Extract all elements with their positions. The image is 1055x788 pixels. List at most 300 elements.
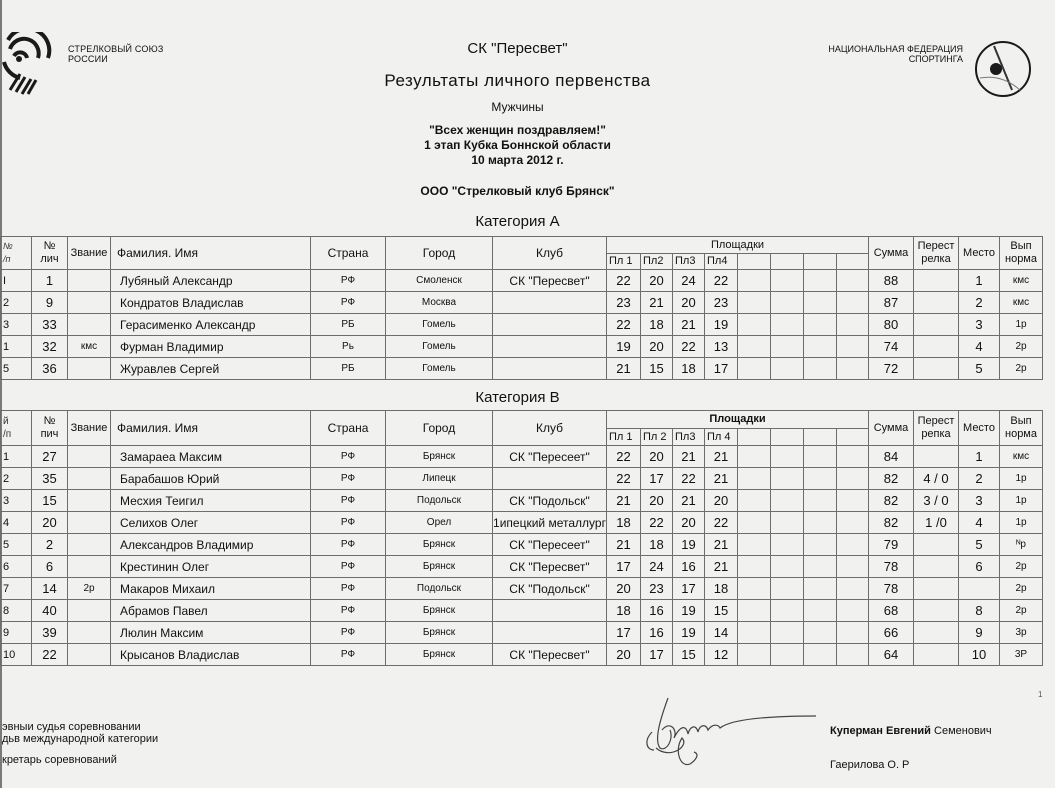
- col-country: Страна: [311, 411, 386, 446]
- cell-empty: [804, 556, 837, 578]
- cell-city: Гомель: [386, 314, 493, 336]
- cell-empty: [837, 358, 869, 380]
- cell-empty: [837, 292, 869, 314]
- col-club: Клуб: [493, 411, 607, 446]
- cell-city: Гомель: [386, 336, 493, 358]
- cell-sum: 72: [869, 358, 914, 380]
- col-shootoff: Перест релка: [914, 237, 959, 270]
- cell-empty: [738, 556, 771, 578]
- cell-city: Брянск: [386, 556, 493, 578]
- cell-pos: 7: [1, 578, 32, 600]
- cell-place: 9: [959, 622, 1000, 644]
- col-name: Фамилия. Имя: [111, 237, 311, 270]
- col-rank: Звание: [68, 411, 111, 446]
- table-row: [1, 270, 1043, 292]
- cell-city: Орел: [386, 512, 493, 534]
- cell-empty: [804, 600, 837, 622]
- cell-country: РФ: [311, 644, 386, 666]
- cell-rank: [68, 512, 111, 534]
- col-empty: [738, 254, 771, 270]
- cell-empty: [771, 468, 804, 490]
- cell-pos: 9: [1, 622, 32, 644]
- cell-pl3: 19: [673, 600, 705, 622]
- cell-rank: [68, 556, 111, 578]
- cell-bib: 20: [32, 512, 68, 534]
- table-row: [1, 314, 1043, 336]
- col-empty: [738, 429, 771, 446]
- cell-pl2: 23: [641, 578, 673, 600]
- cell-pl1: 18: [607, 512, 641, 534]
- cell-pl3: 19: [673, 622, 705, 644]
- cell-shootoff: [914, 314, 959, 336]
- cell-pl1: 17: [607, 556, 641, 578]
- cell-empty: [804, 358, 837, 380]
- col-country: Страна: [311, 237, 386, 270]
- cell-pl3: 16: [673, 556, 705, 578]
- cell-bib: 2: [32, 534, 68, 556]
- cell-pl2: 22: [641, 512, 673, 534]
- cell-city: Подольск: [386, 578, 493, 600]
- cell-club: СК "Подольск": [493, 490, 607, 512]
- cell-empty: [738, 358, 771, 380]
- cell-norm: 2р: [1000, 358, 1043, 380]
- table-row: [1, 512, 1043, 534]
- cell-norm: кмс: [1000, 270, 1043, 292]
- cell-pl4: 21: [705, 446, 738, 468]
- cell-pos: 3: [1, 314, 32, 336]
- cell-country: РБ: [311, 358, 386, 380]
- cell-pl4: 19: [705, 314, 738, 336]
- cell-empty: [837, 600, 869, 622]
- cell-pl1: 21: [607, 358, 641, 380]
- cell-sum: 74: [869, 336, 914, 358]
- cell-empty: [771, 270, 804, 292]
- cell-country: РФ: [311, 534, 386, 556]
- cell-shootoff: [914, 644, 959, 666]
- cell-pl2: 21: [641, 292, 673, 314]
- cell-empty: [738, 490, 771, 512]
- cell-empty: [837, 578, 869, 600]
- cell-pl4: 21: [705, 556, 738, 578]
- cell-norm: 1р: [1000, 512, 1043, 534]
- cell-name: Селихов Олег: [111, 512, 311, 534]
- cell-bib: 14: [32, 578, 68, 600]
- cell-empty: [771, 292, 804, 314]
- cell-empty: [771, 578, 804, 600]
- cell-pl3: 22: [673, 336, 705, 358]
- cell-empty: [837, 644, 869, 666]
- cell-norm: 1р: [1000, 468, 1043, 490]
- col-sum: Сумма: [869, 411, 914, 446]
- cell-rank: [68, 358, 111, 380]
- cell-pl1: 22: [607, 270, 641, 292]
- cell-pl1: 19: [607, 336, 641, 358]
- table-row: [1, 336, 1043, 358]
- gender-subtitle: Мужчины: [491, 100, 544, 114]
- club-title: СК "Пересвет": [467, 40, 568, 57]
- col-stations: Площадки: [607, 411, 869, 429]
- table-row: [1, 578, 1043, 600]
- cell-pl2: 24: [641, 556, 673, 578]
- cell-club: [493, 600, 607, 622]
- cell-name: Кондратов Владислав: [111, 292, 311, 314]
- cell-pl4: 21: [705, 468, 738, 490]
- cell-empty: [738, 336, 771, 358]
- cell-sum: 68: [869, 600, 914, 622]
- col-empty: [771, 254, 804, 270]
- cell-club: СК "Пересвет": [493, 556, 607, 578]
- cell-pl4: 22: [705, 512, 738, 534]
- cell-pos: 3: [1, 490, 32, 512]
- col-stations: Площадки: [607, 237, 869, 254]
- organizer: ООО "Стрелковый клуб Брянск": [420, 184, 615, 198]
- cell-name: Абрамов Павел: [111, 600, 311, 622]
- col-city: Город: [386, 237, 493, 270]
- col-bib: № пич: [32, 411, 68, 446]
- cell-rank: [68, 292, 111, 314]
- col-pos: № /п: [1, 237, 32, 270]
- cell-empty: [771, 490, 804, 512]
- cell-empty: [771, 446, 804, 468]
- cell-pl1: 17: [607, 622, 641, 644]
- cell-empty: [804, 490, 837, 512]
- table-row: [1, 446, 1043, 468]
- category-a-table: [0, 236, 1043, 380]
- cell-norm: 3р: [1000, 622, 1043, 644]
- cell-rank: [68, 446, 111, 468]
- cell-pl1: 22: [607, 468, 641, 490]
- cell-norm: 1р: [1000, 490, 1043, 512]
- cell-pl3: 15: [673, 644, 705, 666]
- cell-pos: 10: [1, 644, 32, 666]
- cell-city: Липецк: [386, 468, 493, 490]
- col-norm: Вып норма: [1000, 411, 1043, 446]
- cell-sum: 78: [869, 578, 914, 600]
- col-pl4: Пл 4: [705, 429, 738, 446]
- cell-sum: 88: [869, 270, 914, 292]
- cell-empty: [771, 644, 804, 666]
- cell-empty: [837, 446, 869, 468]
- event-date: 10 марта 2012 г.: [471, 153, 564, 167]
- cell-rank: [68, 622, 111, 644]
- cell-norm: 3Р: [1000, 644, 1043, 666]
- cell-name: Герасименко Александр: [111, 314, 311, 336]
- cell-norm: 2р: [1000, 336, 1043, 358]
- table-row: [1, 556, 1043, 578]
- col-club: Клуб: [493, 237, 607, 270]
- cell-rank: [68, 314, 111, 336]
- handwritten-signature-icon: [640, 690, 820, 780]
- cell-country: РФ: [311, 512, 386, 534]
- cell-pl3: 20: [673, 292, 705, 314]
- cell-empty: [771, 534, 804, 556]
- org-left-line1: СТРЕЛКОВЫЙ СОЮЗ: [68, 44, 164, 54]
- table-row: [1, 490, 1043, 512]
- cell-shootoff: [914, 578, 959, 600]
- cell-empty: [738, 600, 771, 622]
- cell-bib: 15: [32, 490, 68, 512]
- cell-club: [493, 314, 607, 336]
- table-row: [1, 600, 1043, 622]
- col-shootoff: Перест репка: [914, 411, 959, 446]
- cell-empty: [804, 270, 837, 292]
- cell-country: РФ: [311, 490, 386, 512]
- cell-shootoff: 1 /0: [914, 512, 959, 534]
- cell-pl2: 16: [641, 600, 673, 622]
- cell-shootoff: [914, 292, 959, 314]
- cell-place: 1: [959, 270, 1000, 292]
- cell-pl3: 24: [673, 270, 705, 292]
- cell-city: Смоленск: [386, 270, 493, 292]
- cell-bib: 33: [32, 314, 68, 336]
- cell-rank: [68, 534, 111, 556]
- cell-norm: кмс: [1000, 292, 1043, 314]
- cell-sum: 66: [869, 622, 914, 644]
- cell-name: Крестинин Олег: [111, 556, 311, 578]
- col-pl3: Пл3: [673, 254, 705, 270]
- cell-bib: 9: [32, 292, 68, 314]
- col-pl2: Пл2: [641, 254, 673, 270]
- cell-bib: 22: [32, 644, 68, 666]
- cell-shootoff: 4 / 0: [914, 468, 959, 490]
- cell-place: [959, 578, 1000, 600]
- cell-pl4: 12: [705, 644, 738, 666]
- cell-name: Месхия Теигил: [111, 490, 311, 512]
- cell-empty: [804, 336, 837, 358]
- table-row: [1, 358, 1043, 380]
- cell-pos: 4: [1, 512, 32, 534]
- cell-pos: 2: [1, 292, 32, 314]
- chief-judge-line2: дьв международной категории: [2, 733, 159, 745]
- cell-city: Брянск: [386, 644, 493, 666]
- cell-city: Подольск: [386, 490, 493, 512]
- category-b-table: [0, 410, 1043, 666]
- cell-country: РФ: [311, 468, 386, 490]
- cell-sum: 82: [869, 512, 914, 534]
- cell-empty: [738, 534, 771, 556]
- cell-empty: [837, 336, 869, 358]
- cell-pl4: 17: [705, 358, 738, 380]
- cell-pl4: 15: [705, 600, 738, 622]
- cell-name: Люлин Максим: [111, 622, 311, 644]
- cell-pl1: 20: [607, 578, 641, 600]
- cell-shootoff: [914, 270, 959, 292]
- cell-empty: [804, 314, 837, 336]
- cell-pos: 5: [1, 534, 32, 556]
- cell-pl2: 18: [641, 534, 673, 556]
- cell-pl2: 16: [641, 622, 673, 644]
- cell-empty: [771, 358, 804, 380]
- org-right-line2: СПОРТИНГА: [908, 54, 963, 64]
- cell-country: РФ: [311, 578, 386, 600]
- cell-pl4: 13: [705, 336, 738, 358]
- cell-pos: 6: [1, 556, 32, 578]
- cell-pl1: 22: [607, 314, 641, 336]
- cell-norm: 1р: [1000, 314, 1043, 336]
- cell-club: [493, 622, 607, 644]
- judge-name-bold: Куперман Евгений: [830, 725, 931, 737]
- cell-empty: [738, 314, 771, 336]
- col-pl2: Пл 2: [641, 429, 673, 446]
- col-pl3: Пл3: [673, 429, 705, 446]
- cell-empty: [738, 512, 771, 534]
- cell-club: СК "Пересвет": [493, 644, 607, 666]
- cell-empty: [804, 534, 837, 556]
- cell-pl1: 23: [607, 292, 641, 314]
- cell-shootoff: [914, 556, 959, 578]
- cell-empty: [771, 622, 804, 644]
- cell-empty: [771, 556, 804, 578]
- cell-country: РБ: [311, 314, 386, 336]
- cell-sum: 82: [869, 490, 914, 512]
- event-name: "Всех женщин поздравляем!": [429, 123, 606, 137]
- org-right-line1: НАЦИОНАЛЬНАЯ ФЕДЕРАЦИЯ: [828, 44, 963, 54]
- cell-pl3: 19: [673, 534, 705, 556]
- cell-bib: 32: [32, 336, 68, 358]
- cell-pl3: 17: [673, 578, 705, 600]
- cell-pl3: 21: [673, 490, 705, 512]
- cell-place: 3: [959, 490, 1000, 512]
- event-info: [0, 123, 1045, 168]
- cell-pl2: 20: [641, 270, 673, 292]
- table-row: [1, 468, 1043, 490]
- cell-empty: [804, 578, 837, 600]
- cell-shootoff: [914, 446, 959, 468]
- org-left-line2: РОССИИ: [68, 54, 108, 64]
- cell-country: РФ: [311, 600, 386, 622]
- cell-rank: [68, 600, 111, 622]
- cell-pos: 8: [1, 600, 32, 622]
- cell-pl1: 22: [607, 446, 641, 468]
- cell-rank: [68, 490, 111, 512]
- cell-shootoff: [914, 336, 959, 358]
- cell-pl3: 22: [673, 468, 705, 490]
- cell-empty: [738, 578, 771, 600]
- cell-place: 10: [959, 644, 1000, 666]
- cell-sum: 64: [869, 644, 914, 666]
- cell-pl4: 21: [705, 534, 738, 556]
- cell-pl4: 22: [705, 270, 738, 292]
- cell-empty: [804, 446, 837, 468]
- cell-name: Журавлев Сергей: [111, 358, 311, 380]
- cell-name: Барабашов Юрий: [111, 468, 311, 490]
- table-row: [1, 292, 1043, 314]
- cell-pos: 1: [1, 336, 32, 358]
- cell-place: 4: [959, 336, 1000, 358]
- category-b-title: Категория В: [475, 389, 560, 406]
- cell-rank: [68, 468, 111, 490]
- col-pl4: Пл4: [705, 254, 738, 270]
- col-name: Фамилия. Имя: [111, 411, 311, 446]
- cell-country: РФ: [311, 622, 386, 644]
- cell-empty: [738, 468, 771, 490]
- cell-pl2: 17: [641, 644, 673, 666]
- cell-empty: [771, 314, 804, 336]
- cell-place: 4: [959, 512, 1000, 534]
- col-place: Место: [959, 237, 1000, 270]
- cell-country: Рь: [311, 336, 386, 358]
- cell-pos: I: [1, 270, 32, 292]
- cell-shootoff: 3 / 0: [914, 490, 959, 512]
- cell-rank: [68, 270, 111, 292]
- cell-club: [493, 468, 607, 490]
- cell-pl3: 21: [673, 314, 705, 336]
- cell-pos: 1: [1, 446, 32, 468]
- cell-empty: [837, 512, 869, 534]
- cell-club: СК "Пересеет": [493, 446, 607, 468]
- cell-empty: [837, 622, 869, 644]
- cell-bib: 40: [32, 600, 68, 622]
- cell-empty: [837, 556, 869, 578]
- cell-name: Замараеа Максим: [111, 446, 311, 468]
- cell-rank: кмс: [68, 336, 111, 358]
- cell-city: Брянск: [386, 446, 493, 468]
- cell-name: Макаров Михаил: [111, 578, 311, 600]
- col-bib: № лич: [32, 237, 68, 270]
- cell-pl1: 18: [607, 600, 641, 622]
- cell-club: 1ипецкий металлург: [493, 512, 607, 534]
- chief-judge-line1: эвныи судья соревновании: [2, 721, 141, 733]
- col-city: Город: [386, 411, 493, 446]
- col-empty: [837, 254, 869, 270]
- cell-club: [493, 358, 607, 380]
- cell-club: [493, 292, 607, 314]
- cell-pl1: 21: [607, 534, 641, 556]
- chief-judge-title: [2, 721, 158, 745]
- cell-empty: [804, 292, 837, 314]
- table-row: [1, 644, 1043, 666]
- cell-country: РФ: [311, 270, 386, 292]
- cell-norm: ᴺр: [1000, 534, 1043, 556]
- cell-pl3: 20: [673, 512, 705, 534]
- col-pl1: Пл 1: [607, 254, 641, 270]
- cell-sum: 78: [869, 556, 914, 578]
- cell-city: Москва: [386, 292, 493, 314]
- cell-empty: [837, 534, 869, 556]
- cell-name: Крысанов Владислав: [111, 644, 311, 666]
- cell-city: Гомель: [386, 358, 493, 380]
- cell-pl4: 20: [705, 490, 738, 512]
- cell-bib: 1: [32, 270, 68, 292]
- cell-empty: [804, 622, 837, 644]
- col-pl1: Пл 1: [607, 429, 641, 446]
- cell-norm: 2р: [1000, 556, 1043, 578]
- secretary-name: Гаерилова О. Р: [830, 759, 910, 771]
- cell-club: СК "Подольск": [493, 578, 607, 600]
- cell-empty: [837, 490, 869, 512]
- cell-city: Брянск: [386, 622, 493, 644]
- cell-pl4: 18: [705, 578, 738, 600]
- cell-name: Александров Владимир: [111, 534, 311, 556]
- cell-place: 2: [959, 292, 1000, 314]
- cell-empty: [771, 600, 804, 622]
- cell-pl1: 20: [607, 644, 641, 666]
- cell-pos: 2: [1, 468, 32, 490]
- cell-country: РФ: [311, 556, 386, 578]
- cell-empty: [738, 270, 771, 292]
- cell-sum: 82: [869, 468, 914, 490]
- cell-place: 3: [959, 314, 1000, 336]
- cell-empty: [837, 314, 869, 336]
- cell-pl2: 20: [641, 490, 673, 512]
- cell-bib: 27: [32, 446, 68, 468]
- table-row: [1, 534, 1043, 556]
- judge-name: [830, 725, 992, 737]
- cell-empty: [804, 644, 837, 666]
- category-a-title: Категория А: [475, 213, 560, 230]
- cell-shootoff: [914, 622, 959, 644]
- cell-empty: [738, 446, 771, 468]
